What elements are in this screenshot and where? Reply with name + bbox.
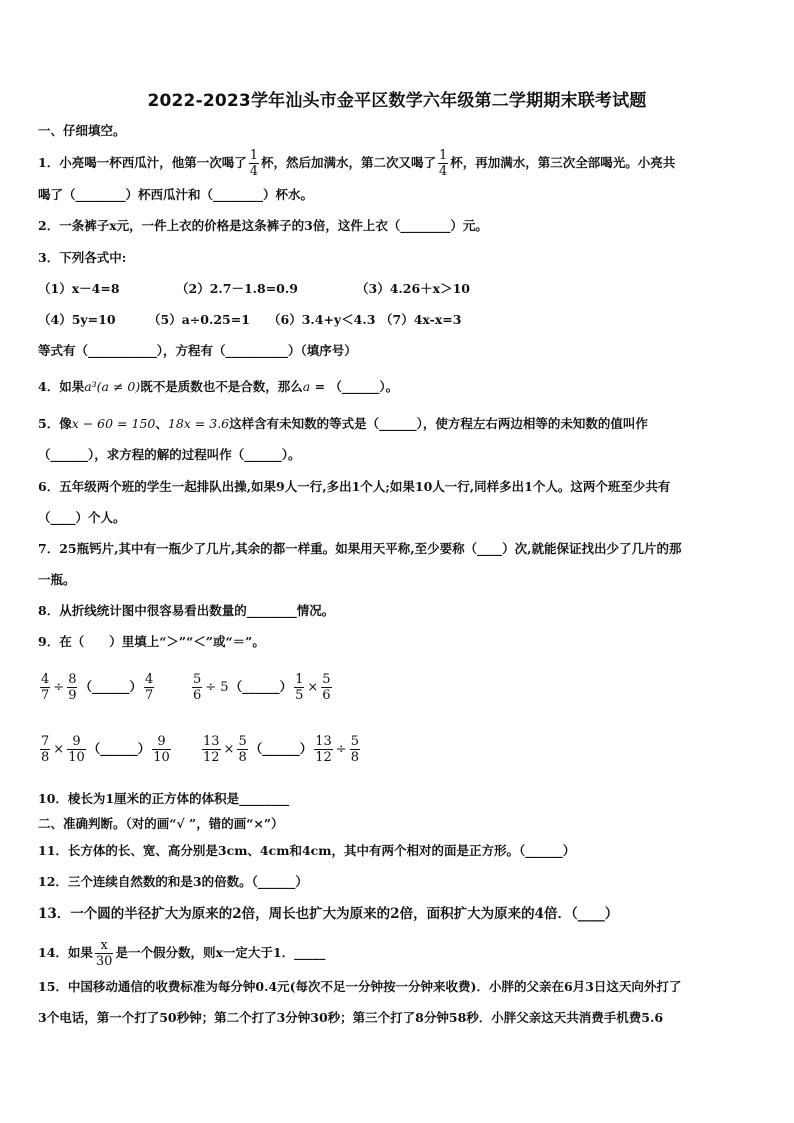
question-4 [38, 378, 768, 396]
q5-sep: 、 [155, 416, 168, 431]
question-14 [38, 938, 768, 972]
operator: × [53, 742, 65, 757]
fraction-numerator: 9 [152, 734, 171, 750]
page-title: 2022-2023学年汕头市金平区数学六年级第二学期期末联考试题 [147, 91, 647, 111]
fraction-q1-2 [438, 148, 448, 179]
fraction-numerator: x [95, 938, 114, 954]
question-15-line-2: 3个电话，第一个打了50秒钟；第二个打了3分钟30秒；第三个打了8分钟58秒．小胖父亲这天共消费手机费5.6 [38, 1010, 664, 1025]
fraction-denominator: 5 [295, 688, 304, 703]
q4-variable: a [302, 379, 311, 394]
question-3-heading: 3．下列各式中: [38, 250, 127, 265]
q5-text-b: 这样含有未知数的等式是（______），使方程左右两边相等的未知数的值叫作 [229, 416, 648, 431]
q5-text-a: 5．像 [38, 416, 72, 431]
fraction-denominator: 8 [238, 750, 247, 765]
fraction [67, 734, 86, 765]
question-7-line-2: 一瓶。 [38, 572, 76, 587]
question-2: 2．一条裤子x元，一件上衣的价格是这条裤子的3倍，这件上衣（________）元。 [38, 218, 488, 233]
question-3-answer: 等式有（___________），方程有（__________）（填序号） [38, 343, 357, 358]
answer-blank: （______） [229, 679, 293, 694]
fraction [40, 734, 50, 765]
fraction-numerator: 5 [193, 672, 202, 687]
fraction-denominator: 9 [68, 688, 77, 703]
fraction [192, 672, 202, 703]
answer-blank: （______） [87, 741, 151, 756]
fraction [321, 672, 331, 703]
fraction-numerator: 1 [295, 672, 304, 687]
question-9-row-2 [38, 734, 768, 770]
fraction [314, 734, 333, 765]
fraction-denominator: 10 [153, 750, 170, 765]
fraction-numerator: 5 [238, 734, 247, 749]
q9-1a [38, 672, 156, 703]
fraction-denominator: 12 [203, 750, 220, 765]
question-10: 10．棱长为1厘米的正方体的体积是________ [38, 791, 290, 806]
q3-item-6: （6）3.4+y＜4.3 [268, 312, 376, 327]
q3-item-1: （1）x－4=8 [38, 281, 120, 296]
fraction-denominator: 6 [322, 688, 331, 703]
fraction-numerator: 13 [203, 734, 220, 749]
fraction-denominator: 8 [41, 750, 50, 765]
question-6-line-2: （____）个人。 [38, 510, 126, 525]
fraction-denominator: 7 [41, 688, 50, 703]
question-7-line-1: 7．25瓶钙片,其中有一瓶少了几片,其余的都一样重。如果用天平称,至少要称（____）次,就能保证找出少了几片的那 [38, 541, 682, 556]
answer-blank: （______） [79, 679, 142, 694]
q3-item-5: （5）a÷0.25=1 [148, 312, 250, 327]
question-8: 8．从折线统计图中很容易看出数量的________情况。 [38, 603, 335, 618]
fraction-q14 [95, 938, 114, 969]
q4-text-c: = （______）。 [310, 379, 399, 394]
q5-equation-1: x − 60 = 150 [71, 416, 156, 431]
operator: ÷ [335, 742, 347, 757]
fraction [350, 734, 360, 765]
q3-item-2: （2）2.7－1.8=0.9 [176, 281, 298, 296]
section-1-heading: 一、仔细填空。 [38, 123, 126, 138]
question-1-line-2: 喝了（________）杯西瓜汁和（________）杯水。 [38, 187, 314, 202]
fraction-numerator: 5 [322, 672, 331, 687]
question-5-line-2: （______），求方程的解的过程叫作（______）。 [38, 447, 301, 462]
fraction-numerator: 9 [67, 734, 86, 750]
q1-text-c: 杯，再加满水，第三次全部喝光。小亮共 [450, 155, 676, 170]
q14-text-a: 14．如果 [38, 945, 93, 960]
fraction [152, 734, 171, 765]
fraction-numerator: 8 [68, 672, 77, 687]
fraction-numerator: 1 [249, 148, 258, 163]
question-1 [38, 148, 768, 179]
q4-text-b: 既不是质数也不是合数，那么 [140, 379, 303, 394]
q3-item-4: （4）5y=10 [38, 312, 116, 327]
operator: × [307, 680, 319, 695]
question-9-heading: 9．在（ ）里填上“＞”“＜”或“＝”。 [38, 634, 265, 649]
q4-math: a³(a ≠ 0) [84, 379, 141, 394]
fraction [237, 734, 247, 765]
question-9-row-1 [38, 672, 768, 708]
fraction-denominator: 7 [144, 688, 154, 703]
q5-equation-2: 18x = 3.6 [167, 416, 230, 431]
q9-2b [200, 734, 362, 765]
fraction-numerator: 1 [439, 148, 448, 163]
question-13: 13．一个圆的半径扩大为原来的2倍，周长也扩大为原来的2倍，面积扩大为原来的4倍．（____） [38, 906, 619, 922]
fraction [67, 672, 77, 703]
section-2-heading: 二、准确判断。（对的画“√ ”，错的画“×”） [38, 816, 284, 831]
fraction-numerator: 4 [41, 672, 50, 687]
fraction-numerator: 13 [315, 734, 332, 749]
q1-text-b: 杯，然后加满水，第二次又喝了 [260, 155, 436, 170]
q1-text-a: 1．小亮喝一杯西瓜汁，他第一次喝了 [38, 155, 247, 170]
q3-item-3: （3）4.26＋x＞10 [356, 281, 470, 296]
question-5 [38, 415, 768, 433]
fraction-denominator: 12 [315, 750, 332, 765]
fraction-denominator: 8 [350, 750, 359, 765]
q9-1b [190, 672, 334, 703]
fraction-numerator: 5 [350, 734, 359, 749]
fraction-denominator: 10 [68, 750, 85, 765]
fraction-denominator: 6 [193, 688, 202, 703]
fraction-q1-1 [249, 148, 259, 179]
fraction-denominator: 4 [249, 164, 258, 179]
operator: × [223, 742, 235, 757]
fraction [40, 672, 50, 703]
question-15-line-1: 15．中国移动通信的收费标准为每分钟0.4元(每次不足一分钟按一分钟来收费)．小胖的父亲在6月3日这天向外打了 [38, 979, 682, 994]
question-6-line-1: 6．五年级两个班的学生一起排队出操,如果9人一行,多出1个人;如果10人一行,同样多出1个人。这两个班至少共有 [38, 479, 671, 494]
fraction-numerator: 4 [144, 672, 154, 687]
q3-item-7: （7）4x-x=3 [380, 312, 462, 327]
q14-text-b: 是一个假分数，则x一定大于1．_____ [115, 945, 326, 960]
fraction [294, 672, 304, 703]
question-12: 12．三个连续自然数的和是3的倍数。（______） [38, 874, 308, 889]
q4-text-a: 4．如果 [38, 379, 85, 394]
answer-blank: （______） [249, 741, 313, 756]
operator: ÷ 5 [205, 680, 229, 695]
fraction-denominator: 30 [95, 954, 113, 969]
operator: ÷ [53, 680, 65, 695]
q9-2a [38, 734, 173, 765]
fraction-denominator: 4 [439, 164, 448, 179]
fraction-numerator: 7 [41, 734, 50, 749]
question-11: 11．长方体的长、宽、高分别是3cm、4cm和4cm，其中有两个相对的面是正方形。（______） [38, 843, 576, 858]
fraction [144, 672, 154, 703]
fraction [202, 734, 221, 765]
